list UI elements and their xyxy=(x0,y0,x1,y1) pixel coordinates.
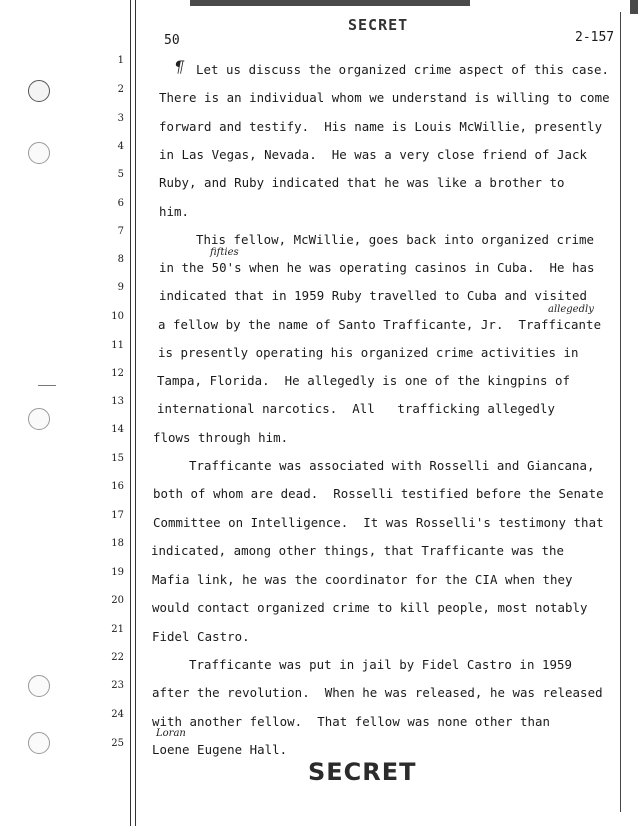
line-number: 21 xyxy=(111,624,124,635)
page-number: 50 xyxy=(164,33,180,48)
text-line: international narcotics. All trafficking allegedly xyxy=(157,401,556,416)
text-line: Loene Eugene Hall. xyxy=(152,742,288,757)
handwritten-fifties: fifties xyxy=(210,247,239,258)
line-number: 7 xyxy=(117,226,124,237)
line-number: 11 xyxy=(111,340,124,351)
punch-hole-icon xyxy=(28,675,50,697)
line-number: 9 xyxy=(117,282,124,293)
header-stamp-faint: SECRET xyxy=(348,16,409,34)
text-line: flows through him. xyxy=(153,430,289,445)
text-line: Fidel Castro. xyxy=(152,629,250,644)
text-line: him. xyxy=(159,204,190,219)
line-number: 13 xyxy=(111,396,124,407)
secret-stamp: SECRET xyxy=(308,758,417,786)
line-number: 4 xyxy=(117,141,124,152)
text-line: in Las Vegas, Nevada. He was a very close friend of Jack xyxy=(159,147,588,162)
text-line: This fellow, McWillie, goes back into organized crime xyxy=(196,232,595,247)
text-line: Let us discuss the organized crime aspect of this case. xyxy=(196,62,610,77)
text-line: Ruby, and Ruby indicated that he was like a brother to xyxy=(159,175,565,190)
line-number: 23 xyxy=(111,680,124,691)
text-line: with another fellow. That fellow was none other than xyxy=(152,714,551,729)
text-line: Mafia link, he was the coordinator for the CIA when they xyxy=(152,572,573,587)
text-line: Committee on Intelligence. It was Rosselli's testimony that xyxy=(153,515,604,530)
line-number: 2 xyxy=(117,84,124,95)
text-line: indicated that in 1959 Ruby travelled to Cuba and visited xyxy=(159,288,588,303)
handwritten-loran: Loran xyxy=(156,728,186,739)
paragraph-mark-annotation: ¶ xyxy=(174,57,185,76)
line-number: 12 xyxy=(111,368,124,379)
line-number: 3 xyxy=(117,113,124,124)
document-id: 2-157 xyxy=(575,30,615,45)
text-line: Trafficante was put in jail by Fidel Castro in 1959 xyxy=(189,657,572,672)
punch-hole-icon xyxy=(28,408,50,430)
line-number: 8 xyxy=(117,254,124,265)
line-number: 5 xyxy=(117,169,124,180)
punch-hole-icon xyxy=(28,732,50,754)
text-line: Trafficante was associated with Rosselli and Giancana, xyxy=(189,458,595,473)
handwritten-allegedly: allegedly xyxy=(548,304,594,315)
line-number: 19 xyxy=(111,567,124,578)
text-line: after the revolution. When he was released, he was released xyxy=(152,685,603,700)
text-line: would contact organized crime to kill people, most notably xyxy=(152,600,588,615)
scan-artifact-top xyxy=(190,0,470,6)
line-number: 6 xyxy=(117,198,124,209)
line-number: 20 xyxy=(111,595,124,606)
punch-hole-icon xyxy=(28,80,50,102)
text-line: in the 50's when he was operating casinos in Cuba. He has xyxy=(159,260,595,275)
line-number: 1 xyxy=(117,55,124,66)
line-number: 24 xyxy=(111,709,124,720)
line-number: 10 xyxy=(111,311,124,322)
scan-artifact-corner xyxy=(630,0,638,14)
line-number: 25 xyxy=(111,738,124,749)
text-line: forward and testify. His name is Louis McWillie, presently xyxy=(159,119,603,134)
line-number: 22 xyxy=(111,652,124,663)
text-line: indicated, among other things, that Trafficante was the xyxy=(151,543,565,558)
text-line: both of whom are dead. Rosselli testified before the Senate xyxy=(153,486,604,501)
left-margin-rule xyxy=(130,0,136,826)
margin-mark xyxy=(38,385,56,386)
line-number: 15 xyxy=(111,453,124,464)
line-number: 18 xyxy=(111,538,124,549)
right-margin-rule xyxy=(620,12,621,812)
line-number: 16 xyxy=(111,481,124,492)
text-line: There is an individual whom we understand is willing to come xyxy=(159,90,610,105)
line-number: 14 xyxy=(111,424,124,435)
line-number: 17 xyxy=(111,510,124,521)
text-line: a fellow by the name of Santo Trafficante, Jr. Trafficante xyxy=(158,317,602,332)
text-line: is presently operating his organized crime activities in xyxy=(158,345,579,360)
text-line: Tampa, Florida. He allegedly is one of the kingpins of xyxy=(157,373,571,388)
punch-hole-icon xyxy=(28,142,50,164)
